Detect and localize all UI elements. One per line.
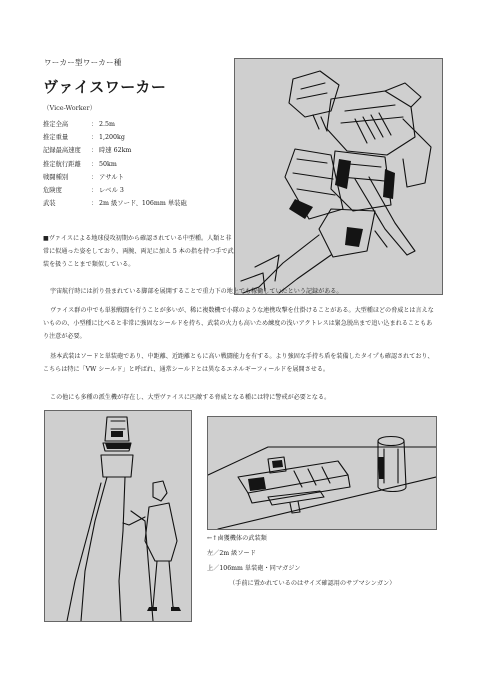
paragraph-4: 基本武装はソードと単装砲であり、中距離、近距離ともに高い戦闘能力を有する。より強固な手持ち盾を装備したタイプも確認されており、こちらは特に「VW シールド」と呼ばれ、通常シールドとは異なるエネルギーフィールドを展開させる。 — [43, 353, 434, 374]
spec-value: 2.5m — [99, 121, 115, 128]
spec-label: 戦闘種別 — [43, 173, 69, 181]
spec-colon: ： — [91, 121, 98, 128]
spec-row — [43, 171, 223, 184]
category-label: ワーカー型ワーカー種 — [44, 58, 122, 67]
spec-value: アサルト — [99, 173, 124, 181]
spec-label: 推定全高 — [43, 121, 69, 128]
weapons-figure — [207, 416, 437, 530]
spec-value: 2m 級ソード、106mm 単装砲 — [99, 200, 187, 208]
caption-line-3: 上／106mm 単装砲・同マガジン — [207, 565, 301, 572]
paragraph-3: ヴァイス群の中でも単独戦闘を行うことが多いが、稀に複数機で小隊のような連携攻撃を仕掛けることがある。大型種ほどの脅威とは言えないものの、小型種に比べると非常に強固なシールドを持ち、武装の火力も高いため練度の浅いアクトレスは緊急脱出まで追い込まれることもあり注意が必要。 — [43, 307, 434, 341]
spec-colon: ： — [91, 187, 98, 195]
spec-row — [43, 158, 223, 171]
spec-label: 武装 — [43, 200, 56, 208]
scale-comparison-illustration — [45, 411, 191, 621]
spec-row — [43, 197, 223, 210]
spec-colon: ： — [91, 160, 98, 168]
spec-label: 推定航行距離 — [43, 160, 81, 168]
spec-value: 時速 62km — [99, 147, 132, 155]
caption-line-4: （手前に置かれているのはサイズ確認用のサブマシンガン） — [229, 580, 396, 587]
spec-value: 1,200kg — [99, 134, 125, 142]
spec-list — [43, 118, 223, 210]
caption-line-2: 左／2m 級ソード — [207, 550, 256, 557]
intro-paragraph: ■ヴァイスによる地球侵攻初期から確認されている中型種。人類と非常に似通った姿をしており、両腕、両足に加え 5 本の指を持つ手で武装を扱うことまで類似している。 — [43, 235, 234, 269]
spec-label: 記録最高速度 — [43, 147, 81, 155]
paragraph-2: 宇宙航行時には折り畳まれている脚部を展開することで重力下の地上でも稼働していたという記録がある。 — [50, 288, 343, 295]
scale-comparison-figure — [44, 410, 192, 622]
caption-line-1: ←↑鹵獲機体の武装類 — [207, 535, 267, 542]
figure-caption — [207, 531, 395, 591]
spec-colon: ： — [91, 134, 98, 142]
spec-label: 推定重量 — [43, 134, 69, 142]
page-title: ヴァイスワーカー — [43, 78, 167, 96]
weapons-illustration — [208, 417, 436, 529]
spec-value: 50km — [99, 160, 117, 168]
spec-row — [43, 184, 223, 197]
spec-colon: ： — [91, 147, 98, 155]
paragraph-5: この他にも多種の派生機が存在し、大型ヴァイスに匹敵する脅威となる種には特に警戒が必要となる。 — [50, 394, 331, 401]
spec-colon: ： — [91, 173, 98, 181]
robot-sketch-illustration — [235, 59, 442, 294]
page-subtitle: （Vice-Worker） — [43, 104, 97, 112]
robot-sketch-figure — [234, 58, 443, 295]
spec-value: レベル 3 — [99, 187, 124, 195]
spec-row — [43, 144, 223, 157]
spec-row — [43, 118, 223, 131]
spec-row — [43, 131, 223, 144]
spec-label: 危険度 — [43, 187, 62, 195]
spec-colon: ： — [91, 200, 98, 208]
